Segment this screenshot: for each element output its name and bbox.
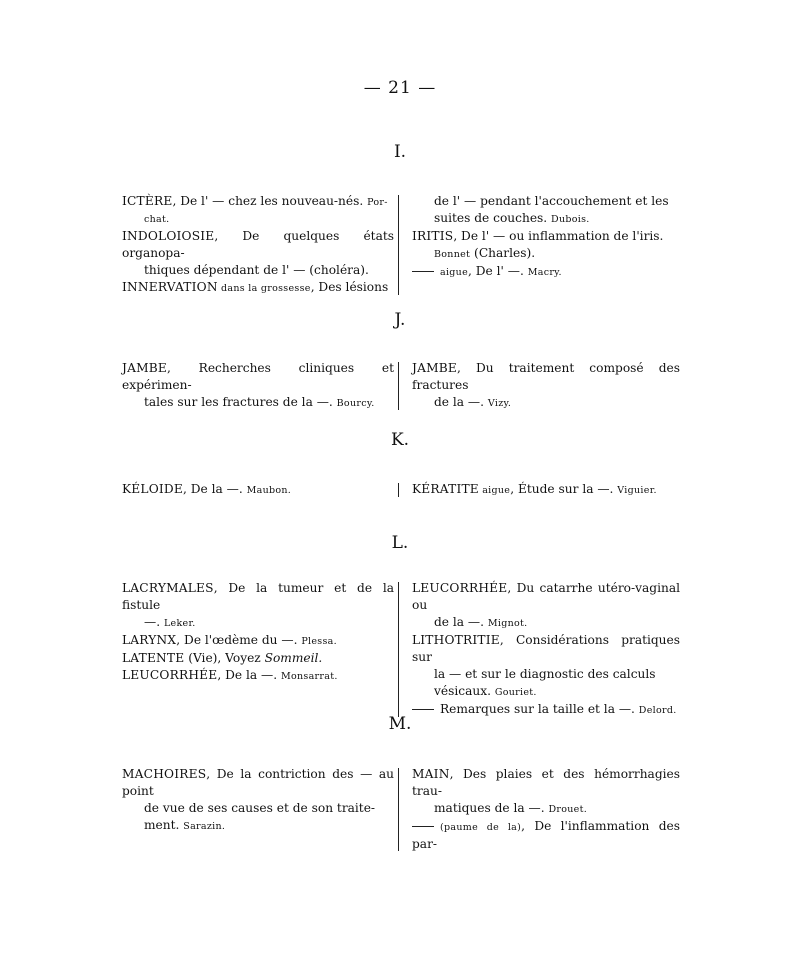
column-right xyxy=(400,481,680,499)
author: Drouet. xyxy=(548,804,588,815)
author: Gouriet. xyxy=(494,687,537,698)
author: Sarazin. xyxy=(183,821,226,832)
entry-continuation xyxy=(122,817,394,835)
qualifier: aigue xyxy=(440,267,469,278)
index-entry xyxy=(412,766,680,818)
entry-text: , De l'inflammation des par- xyxy=(412,819,680,851)
author: Delord. xyxy=(638,705,677,716)
index-entry xyxy=(122,667,394,685)
headword: KÉLOIDE xyxy=(122,482,183,496)
author: Plessa. xyxy=(301,636,337,647)
section-m xyxy=(122,766,680,853)
index-entry xyxy=(412,193,680,228)
qualifier: aigue xyxy=(478,485,511,496)
section-j xyxy=(122,360,680,412)
entry-continuation xyxy=(412,394,680,412)
entry-text: Remarques sur la taille et la —. xyxy=(440,702,639,716)
headword: MAIN xyxy=(412,767,450,781)
section-letter-k: K. xyxy=(390,430,410,450)
author: Vizy. xyxy=(487,398,512,409)
author-continuation: chat. xyxy=(144,214,170,225)
entry-text: , Des lésions xyxy=(310,280,389,294)
column-right xyxy=(400,580,680,719)
author: Viguier. xyxy=(617,485,657,496)
author: Bonnet xyxy=(434,249,471,260)
author: Macry. xyxy=(527,267,562,278)
entry-continuation: de vue de ses causes et de son traite- xyxy=(144,801,376,815)
column-divider xyxy=(398,582,399,717)
headword: KÉRATITE xyxy=(412,482,479,496)
entry-text: , Du traitement composé des fractures xyxy=(412,361,680,392)
index-entry xyxy=(412,481,680,499)
entry-text: , De la —. xyxy=(182,482,247,496)
index-entry xyxy=(412,228,680,263)
entry-text: vésicaux. xyxy=(434,684,495,698)
entry-text: , Étude sur la —. xyxy=(510,482,618,496)
index-entry xyxy=(412,360,680,412)
column-left xyxy=(122,766,394,853)
headword: LEUCORRHÉE xyxy=(412,581,508,595)
section-letter-i: I. xyxy=(393,142,407,162)
entry-continuation: de l' — pendant l'accouchement et les xyxy=(434,194,669,208)
entry-text: de la —. xyxy=(434,395,488,409)
author: Leker. xyxy=(163,618,196,629)
column-left xyxy=(122,360,394,412)
author: Por- xyxy=(367,197,388,208)
entry-text: , De l' — chez les nouveau-nés. xyxy=(172,194,368,208)
headword: MACHOIRES xyxy=(122,767,207,781)
entry-text: (Vie), Voyez xyxy=(184,651,265,665)
index-entry xyxy=(122,360,394,412)
entry-text: , De l' — ou inflammation de l'iris. xyxy=(453,229,664,243)
index-entry xyxy=(122,766,394,835)
repeat-dash xyxy=(412,709,434,710)
headword: LATENTE xyxy=(122,651,185,665)
headword: LACRYMALES xyxy=(122,581,214,595)
entry-text: , De la contriction des — au point xyxy=(122,767,394,798)
author: Monsarrat. xyxy=(280,671,338,682)
entry-continuation xyxy=(122,614,394,632)
author: Bourcy. xyxy=(336,398,375,409)
entry-text: (Charles). xyxy=(470,246,536,260)
column-right xyxy=(400,360,680,412)
cross-reference: Sommeil. xyxy=(264,651,323,665)
entry-text: , De l' —. xyxy=(468,264,528,278)
headword: ICTÈRE xyxy=(122,194,173,208)
column-right xyxy=(400,766,680,853)
headword: JAMBE xyxy=(122,361,168,375)
column-left xyxy=(122,580,394,719)
entry-continuation xyxy=(122,394,394,412)
entry-text: —. xyxy=(144,615,164,629)
index-entry xyxy=(412,818,680,853)
index-entry xyxy=(412,263,680,281)
column-divider xyxy=(398,195,399,295)
entry-text: , De la tumeur et de la fistule xyxy=(122,581,394,612)
entry-text: , Recherches cliniques et expérimen- xyxy=(122,361,394,392)
repeat-dash xyxy=(412,271,434,272)
headword: LEUCORRHÉE xyxy=(122,668,218,682)
entry-text: , De quelques états organopa- xyxy=(122,229,394,260)
entry-text: tales sur les fractures de la —. xyxy=(144,395,337,409)
entry-continuation xyxy=(412,245,680,263)
repeat-dash xyxy=(412,826,434,827)
entry-continuation xyxy=(412,800,680,818)
headword: JAMBE xyxy=(412,361,458,375)
entry-text: matiques de la —. xyxy=(434,801,549,815)
entry-continuation xyxy=(412,614,680,632)
index-entry xyxy=(412,632,680,701)
author: Maubon. xyxy=(246,485,292,496)
author: Dubois. xyxy=(551,214,590,225)
entry-continuation: thiques dépendant de l' — (choléra). xyxy=(144,263,369,277)
column-left xyxy=(122,193,394,297)
index-entry xyxy=(122,580,394,632)
headword: INNERVATION xyxy=(122,280,218,294)
column-divider xyxy=(398,768,399,851)
index-entry xyxy=(122,193,394,228)
column-right xyxy=(400,193,680,297)
index-entry xyxy=(122,279,394,297)
headword: LITHOTRITIE xyxy=(412,633,500,647)
index-entry xyxy=(412,580,680,632)
qualifier: dans la grossesse xyxy=(217,283,311,294)
index-entry xyxy=(122,632,394,650)
entry-text: , De l'œdème du —. xyxy=(176,633,302,647)
section-letter-l: L. xyxy=(391,533,409,553)
entry-text: de la —. xyxy=(434,615,488,629)
entry-continuation: la — et sur le diagnostic des calculs xyxy=(434,667,656,681)
column-divider xyxy=(398,483,399,497)
entry-text: suites de couches. xyxy=(434,211,552,225)
entry-text: , Des plaies et des hémorrhagies trau- xyxy=(412,767,680,798)
section-k xyxy=(122,481,680,499)
section-letter-j: J. xyxy=(394,310,406,330)
entry-continuation xyxy=(412,683,680,701)
entry-text: ment. xyxy=(144,818,184,832)
entry-continuation xyxy=(412,210,680,228)
section-letter-m: M. xyxy=(388,714,412,734)
headword: INDOLOIOSIE xyxy=(122,229,215,243)
index-entry xyxy=(122,228,394,279)
entry-text: , Considérations pratiques sur xyxy=(412,633,680,664)
index-entry xyxy=(122,481,394,499)
author: Mignot. xyxy=(487,618,528,629)
entry-text: , Du catarrhe utéro-vaginal ou xyxy=(412,581,680,612)
headword: IRITIS xyxy=(412,229,454,243)
headword: LARYNX xyxy=(122,633,177,647)
index-entry xyxy=(122,650,394,667)
column-left xyxy=(122,481,394,499)
section-i xyxy=(122,193,680,297)
entry-text: , De la —. xyxy=(217,668,281,682)
qualifier: (paume de la) xyxy=(440,822,522,833)
column-divider xyxy=(398,362,399,410)
page-number: — 21 — xyxy=(363,78,437,98)
section-l xyxy=(122,580,680,719)
